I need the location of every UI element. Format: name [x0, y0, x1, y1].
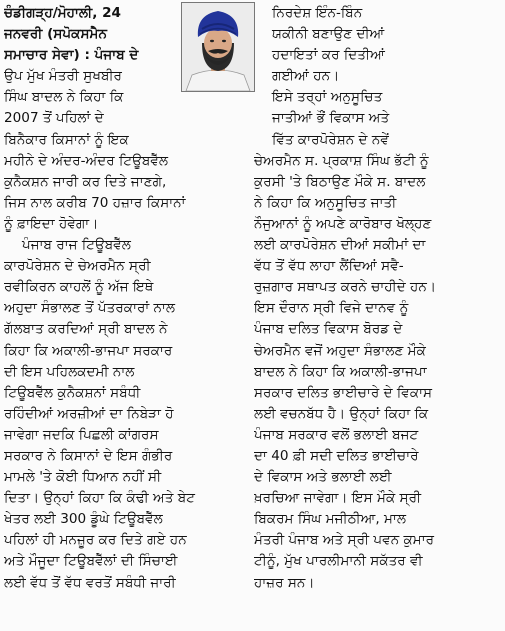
article-column-left — [4, 3, 236, 594]
article-line: ਯਕੀਨੀ ਬਣਾਉਣ ਦੀਆਂ — [272, 26, 385, 43]
article-line: ਟੀਨੂੰ, ਮੁੱਖ ਪਾਰਲੀਮਾਨੀ ਸਕੱਤਰ ਵੀ — [254, 553, 423, 570]
article-line: ਇਸ ਦੌਰਾਨ ਸ੍ਰੀ ਵਿਜੇ ਦਾਨਵ ਨੂੰ — [254, 300, 409, 317]
article-line: ਲਈ ਵਚਨਬੱਧ ਹੈ। ਉਨ੍ਹਾਂ ਕਿਹਾ ਕਿ — [254, 405, 429, 422]
article-line: ਪੰਜਾਬ ਦਲਿਤ ਵਿਕਾਸ ਬੋਰਡ ਦੇ — [254, 321, 403, 338]
article-line: ਦੀ ਇਸ ਪਹਿਲਕਦਮੀ ਨਾਲ — [4, 363, 135, 380]
article-line: ਬਿਕਰਮ ਸਿੰਘ ਮਜੀਠੀਆ, ਮਾਲ — [254, 511, 407, 528]
article-column-right — [254, 3, 498, 594]
article-line: ਉਪ ਮੁੱਖ ਮੰਤਰੀ ਸੁਖਬੀਰ — [4, 68, 122, 85]
article-line: ਮੰਤਰੀ ਪੰਜਾਬ ਅਤੇ ਸ੍ਰੀ ਪਵਨ ਕੁਮਾਰ — [254, 532, 435, 549]
article-line: ਸਿੰਘ ਬਾਦਲ ਨੇ ਕਿਹਾ ਕਿ — [4, 89, 124, 106]
article-line: ਕੁਨੈਕਸ਼ਨ ਜਾਰੀ ਕਰ ਦਿਤੇ ਜਾਣਗੇ, — [4, 173, 167, 190]
article-line: ਦਾ 40 ਫ਼ੀ ਸਦੀ ਦਲਿਤ ਭਾਈਚਾਰੇ — [254, 447, 419, 464]
article-line: ਚੇਅਰਮੈਨ ਸ. ਪ੍ਰਕਾਸ਼ ਸਿੰਘ ਭੱਟੀ ਨੂੰ — [254, 152, 429, 169]
article-line: ਨੂੰ ਫ਼ਾਇਦਾ ਹੋਵੇਗਾ। — [4, 215, 99, 232]
article-line: ਚੇਅਰਮੈਨ ਵਜੋਂ ਅਹੁਦਾ ਸੰਭਾਲਣ ਮੌਕੇ — [254, 342, 426, 359]
article-line: ਹਦਾਇਤਾਂ ਕਰ ਦਿਤੀਆਂ — [272, 47, 385, 64]
article-line: ਕਿਹਾ ਕਿ ਅਕਾਲੀ-ਭਾਜਪਾ ਸਰਕਾਰ — [4, 342, 173, 359]
article-line: ਲਈ ਕਾਰਪੋਰੇਸ਼ਨ ਦੀਆਂ ਸਕੀਮਾਂ ਦਾ — [254, 237, 426, 254]
article-line: ਕਾਰਪੋਰੇਸ਼ਨ ਦੇ ਚੇਅਰਮੈਨ ਸ੍ਰੀ — [4, 258, 151, 275]
article-line: ਨੇ ਕਿਹਾ ਕਿ ਅਨੁਸੂਚਿਤ ਜਾਤੀ — [254, 194, 397, 211]
article-line: ਰੁਜ਼ਗਾਰ ਸਥਾਪਤ ਕਰਨੇ ਚਾਹੀਦੇ ਹਨ। — [254, 279, 437, 296]
article-line: ਬਾਦਲ ਨੇ ਕਿਹਾ ਕਿ ਅਕਾਲੀ-ਭਾਜਪਾ — [254, 363, 427, 380]
article-line: ਦਿਤਾ। ਉਨ੍ਹਾਂ ਕਿਹਾ ਕਿ ਕੰਢੀ ਅਤੇ ਬੇਟ — [4, 490, 195, 507]
article-line: ਲਈ ਵੱਧ ਤੋਂ ਵੱਧ ਵਰਤੋਂ ਸਬੰਧੀ ਜਾਰੀ — [4, 574, 176, 591]
article-line: ਰਵੀਕਿਰਨ ਕਾਹਲੋਂ ਨੂੰ ਅੱਜ ਇਥੇ — [4, 279, 154, 296]
article-line: ਰਹਿੰਦੀਆਂ ਅਰਜ਼ੀਆਂ ਦਾ ਨਿਬੇੜਾ ਹੋ — [4, 405, 174, 422]
article-line: ਇਸੇ ਤਰ੍ਹਾਂ ਅਨੁਸੂਚਿਤ — [272, 89, 383, 106]
article-line: ਨਿਰਦੇਸ਼ ਇੰਨ-ਬਿੰਨ — [272, 5, 363, 21]
article-line: ਸਰਕਾਰ ਦਲਿਤ ਭਾਈਚਾਰੇ ਦੇ ਵਿਕਾਸ — [254, 384, 433, 401]
article-line: ਪੰਜਾਬ ਸਰਕਾਰ ਵਲੋਂ ਭਲਾਈ ਬਜਟ — [254, 426, 419, 443]
article-line: ਜਿਸ ਨਾਲ ਕਰੀਬ 70 ਹਜ਼ਾਰ ਕਿਸਾਨਾਂ — [4, 194, 186, 211]
article-line: ਬਿਨੈਕਾਰ ਕਿਸਾਨਾਂ ਨੂੰ ਇਕ — [4, 131, 129, 148]
article-line: ਪਹਿਲਾਂ ਹੀ ਮਨਜ਼ੂਰ ਕਰ ਦਿਤੇ ਗਏ ਹਨ — [4, 532, 187, 549]
dateline: ਚੰਡੀਗੜ੍ਹ/ਮੋਹਾਲੀ, 24 — [4, 5, 122, 21]
article-line: ਜਾਵੇਗਾ ਜਦਕਿ ਪਿਛਲੀ ਕਾਂਗਰਸ — [4, 426, 159, 443]
article-line: ਗੱਲਬਾਤ ਕਰਦਿਆਂ ਸ੍ਰੀ ਬਾਦਲ ਨੇ — [4, 321, 168, 338]
article-line: ਸਰਕਾਰ ਨੇ ਕਿਸਾਨਾਂ ਦੇ ਇਸ ਗੰਭੀਰ — [4, 447, 173, 464]
article-line: ਅਤੇ ਮੌਜੂਦਾ ਟਿਊਬਵੈੱਲਾਂ ਦੀ ਸਿੰਚਾਈ — [4, 553, 178, 570]
article-line: ਮਹੀਨੇ ਦੇ ਅੰਦਰ-ਅੰਦਰ ਟਿਊਬਵੈੱਲ — [4, 152, 169, 169]
article-line: ਵਿੱਤ ਕਾਰਪੋਰੇਸ਼ਨ ਦੇ ਨਵੇਂ — [272, 131, 389, 148]
article-line: ਟਿਊਬਵੈੱਲ ਕੁਨੈਕਸ਼ਨਾਂ ਸਬੰਧੀ — [4, 384, 141, 401]
article-line: ਖੇਤਰ ਲਈ 300 ਡੂੰਘੇ ਟਿਊਬਵੈੱਲ — [4, 511, 163, 528]
article-line: ਅਹੁਦਾ ਸੰਭਾਲਣ ਤੋਂ ਪੱਤਰਕਾਰਾਂ ਨਾਲ — [4, 300, 176, 317]
article-line: ਵੱਧ ਤੋਂ ਵੱਧ ਲਾਹਾ ਲੈਂਦਿਆਂ ਸਵੈ- — [254, 258, 404, 275]
article-line: ਮਾਮਲੇ 'ਤੇ ਕੋਈ ਧਿਆਨ ਨਹੀਂ ਸੀ — [4, 469, 162, 486]
article-line: ਗਈਆਂ ਹਨ। — [272, 68, 340, 85]
article-line: ਸਮਾਚਾਰ ਸੇਵਾ) : ਪੰਜਾਬ ਦੇ — [4, 47, 139, 64]
article-line: ਦੇ ਵਿਕਾਸ ਅਤੇ ਭਲਾਈ ਲਈ — [254, 469, 392, 486]
article-line: ਜਾਤੀਆਂ ਭੌਂ ਵਿਕਾਸ ਅਤੇ — [272, 110, 390, 127]
article-line: ਜਨਵਰੀ (ਸਪੋਕਸਮੈਨ — [4, 26, 107, 43]
article-line: ਕੁਰਸੀ 'ਤੇ ਬਿਠਾਉਣ ਮੌਕੇ ਸ. ਬਾਦਲ — [254, 173, 426, 190]
article-line: ਖ਼ਰਚਿਆ ਜਾਵੇਗਾ। ਇਸ ਮੌਕੇ ਸ੍ਰੀ — [254, 490, 422, 507]
article-line: ਹਾਜ਼ਰ ਸਨ। — [254, 574, 315, 591]
article-line: 2007 ਤੋਂ ਪਹਿਲਾਂ ਦੇ — [4, 110, 104, 127]
article-line: ਪੰਜਾਬ ਰਾਜ ਟਿਊਬਵੈੱਲ — [22, 237, 131, 254]
article-line: ਨੌਜੁਆਨਾਂ ਨੂੰ ਅਪਣੇ ਕਾਰੋਬਾਰ ਖੋਲ੍ਹਣ — [254, 215, 432, 232]
